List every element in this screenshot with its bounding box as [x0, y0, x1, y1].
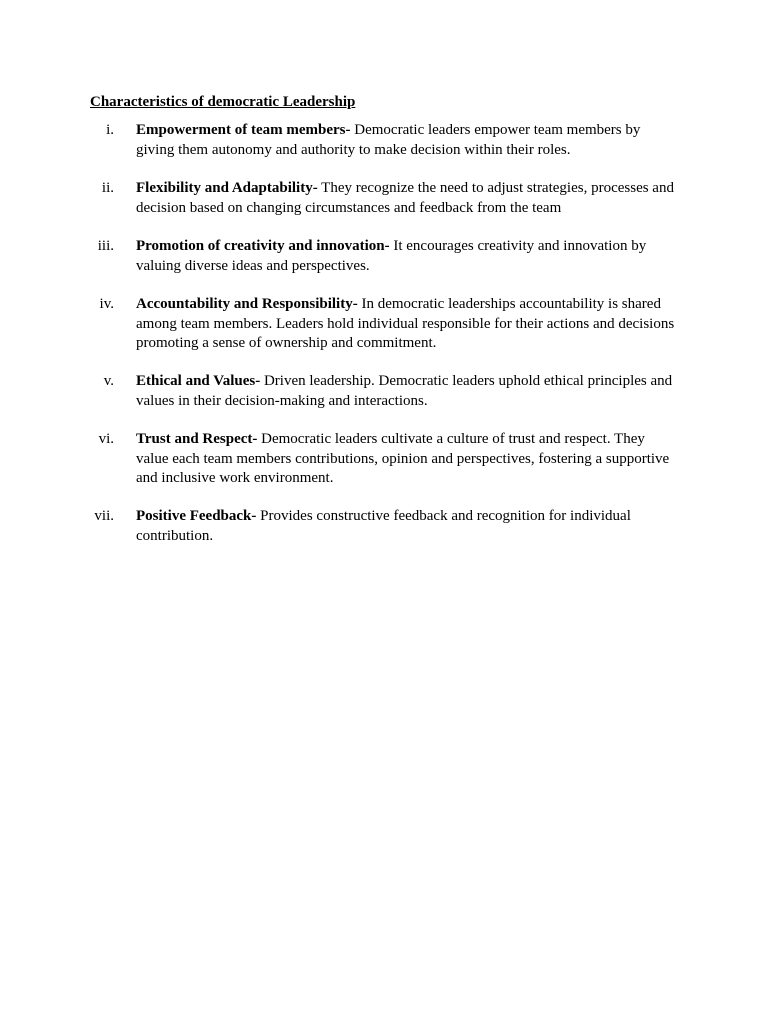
list-item-term: Accountability and Responsibility-	[136, 296, 358, 312]
list-item-text	[136, 295, 681, 354]
list-item-body: It encourages creativity and innovation by valuing diverse ideas and perspectives.	[136, 238, 647, 274]
list-item-body: Democratic leaders empower team members by giving them autonomy and authority to make decision within their roles.	[136, 122, 641, 158]
list-numeral: iii.	[97, 238, 114, 254]
list-item-body: They recognize the need to adjust strategies, processes and decision based on changing circumstances and feedback from the team	[136, 180, 674, 216]
list-item-term: Positive Feedback-	[136, 508, 257, 524]
list-numeral: vii.	[94, 508, 114, 524]
list-numeral: vi.	[98, 431, 114, 447]
list-numeral: v.	[103, 373, 114, 389]
list-numeral: iv.	[99, 296, 114, 312]
list-item-text	[136, 430, 681, 489]
list-item-term: Promotion of creativity and innovation-	[136, 238, 390, 254]
list-item-body: Democratic leaders cultivate a culture of trust and respect. They value each team members contributions, opinion and perspectives, fostering a supportive and inclusive work environment.	[136, 431, 670, 486]
list-item-term: Empowerment of team members-	[136, 122, 351, 138]
list-numeral: i.	[106, 122, 114, 138]
list-item-body: Driven leadership. Democratic leaders uphold ethical principles and values in their decision-making and interactions.	[136, 373, 673, 409]
list-item-text	[136, 237, 681, 276]
list-item-body: In democratic leaderships accountability is shared among team members. Leaders hold individual responsible for their actions and decisions promoting a sense of ownership and commitment.	[136, 296, 675, 351]
list-numeral: ii.	[101, 180, 114, 196]
list-item-term: Flexibility and Adaptability-	[136, 180, 318, 196]
list-item-text	[136, 179, 681, 218]
list-item-term: Trust and Respect-	[136, 431, 258, 447]
document-heading: Characteristics of democratic Leadership	[90, 94, 356, 110]
list-item-term: Ethical and Values-	[136, 373, 261, 389]
list-item-body: Provides constructive feedback and recognition for individual contribution.	[136, 508, 631, 544]
list-item-text	[136, 507, 681, 546]
list-item-text	[136, 372, 681, 411]
list-item-text	[136, 121, 681, 160]
